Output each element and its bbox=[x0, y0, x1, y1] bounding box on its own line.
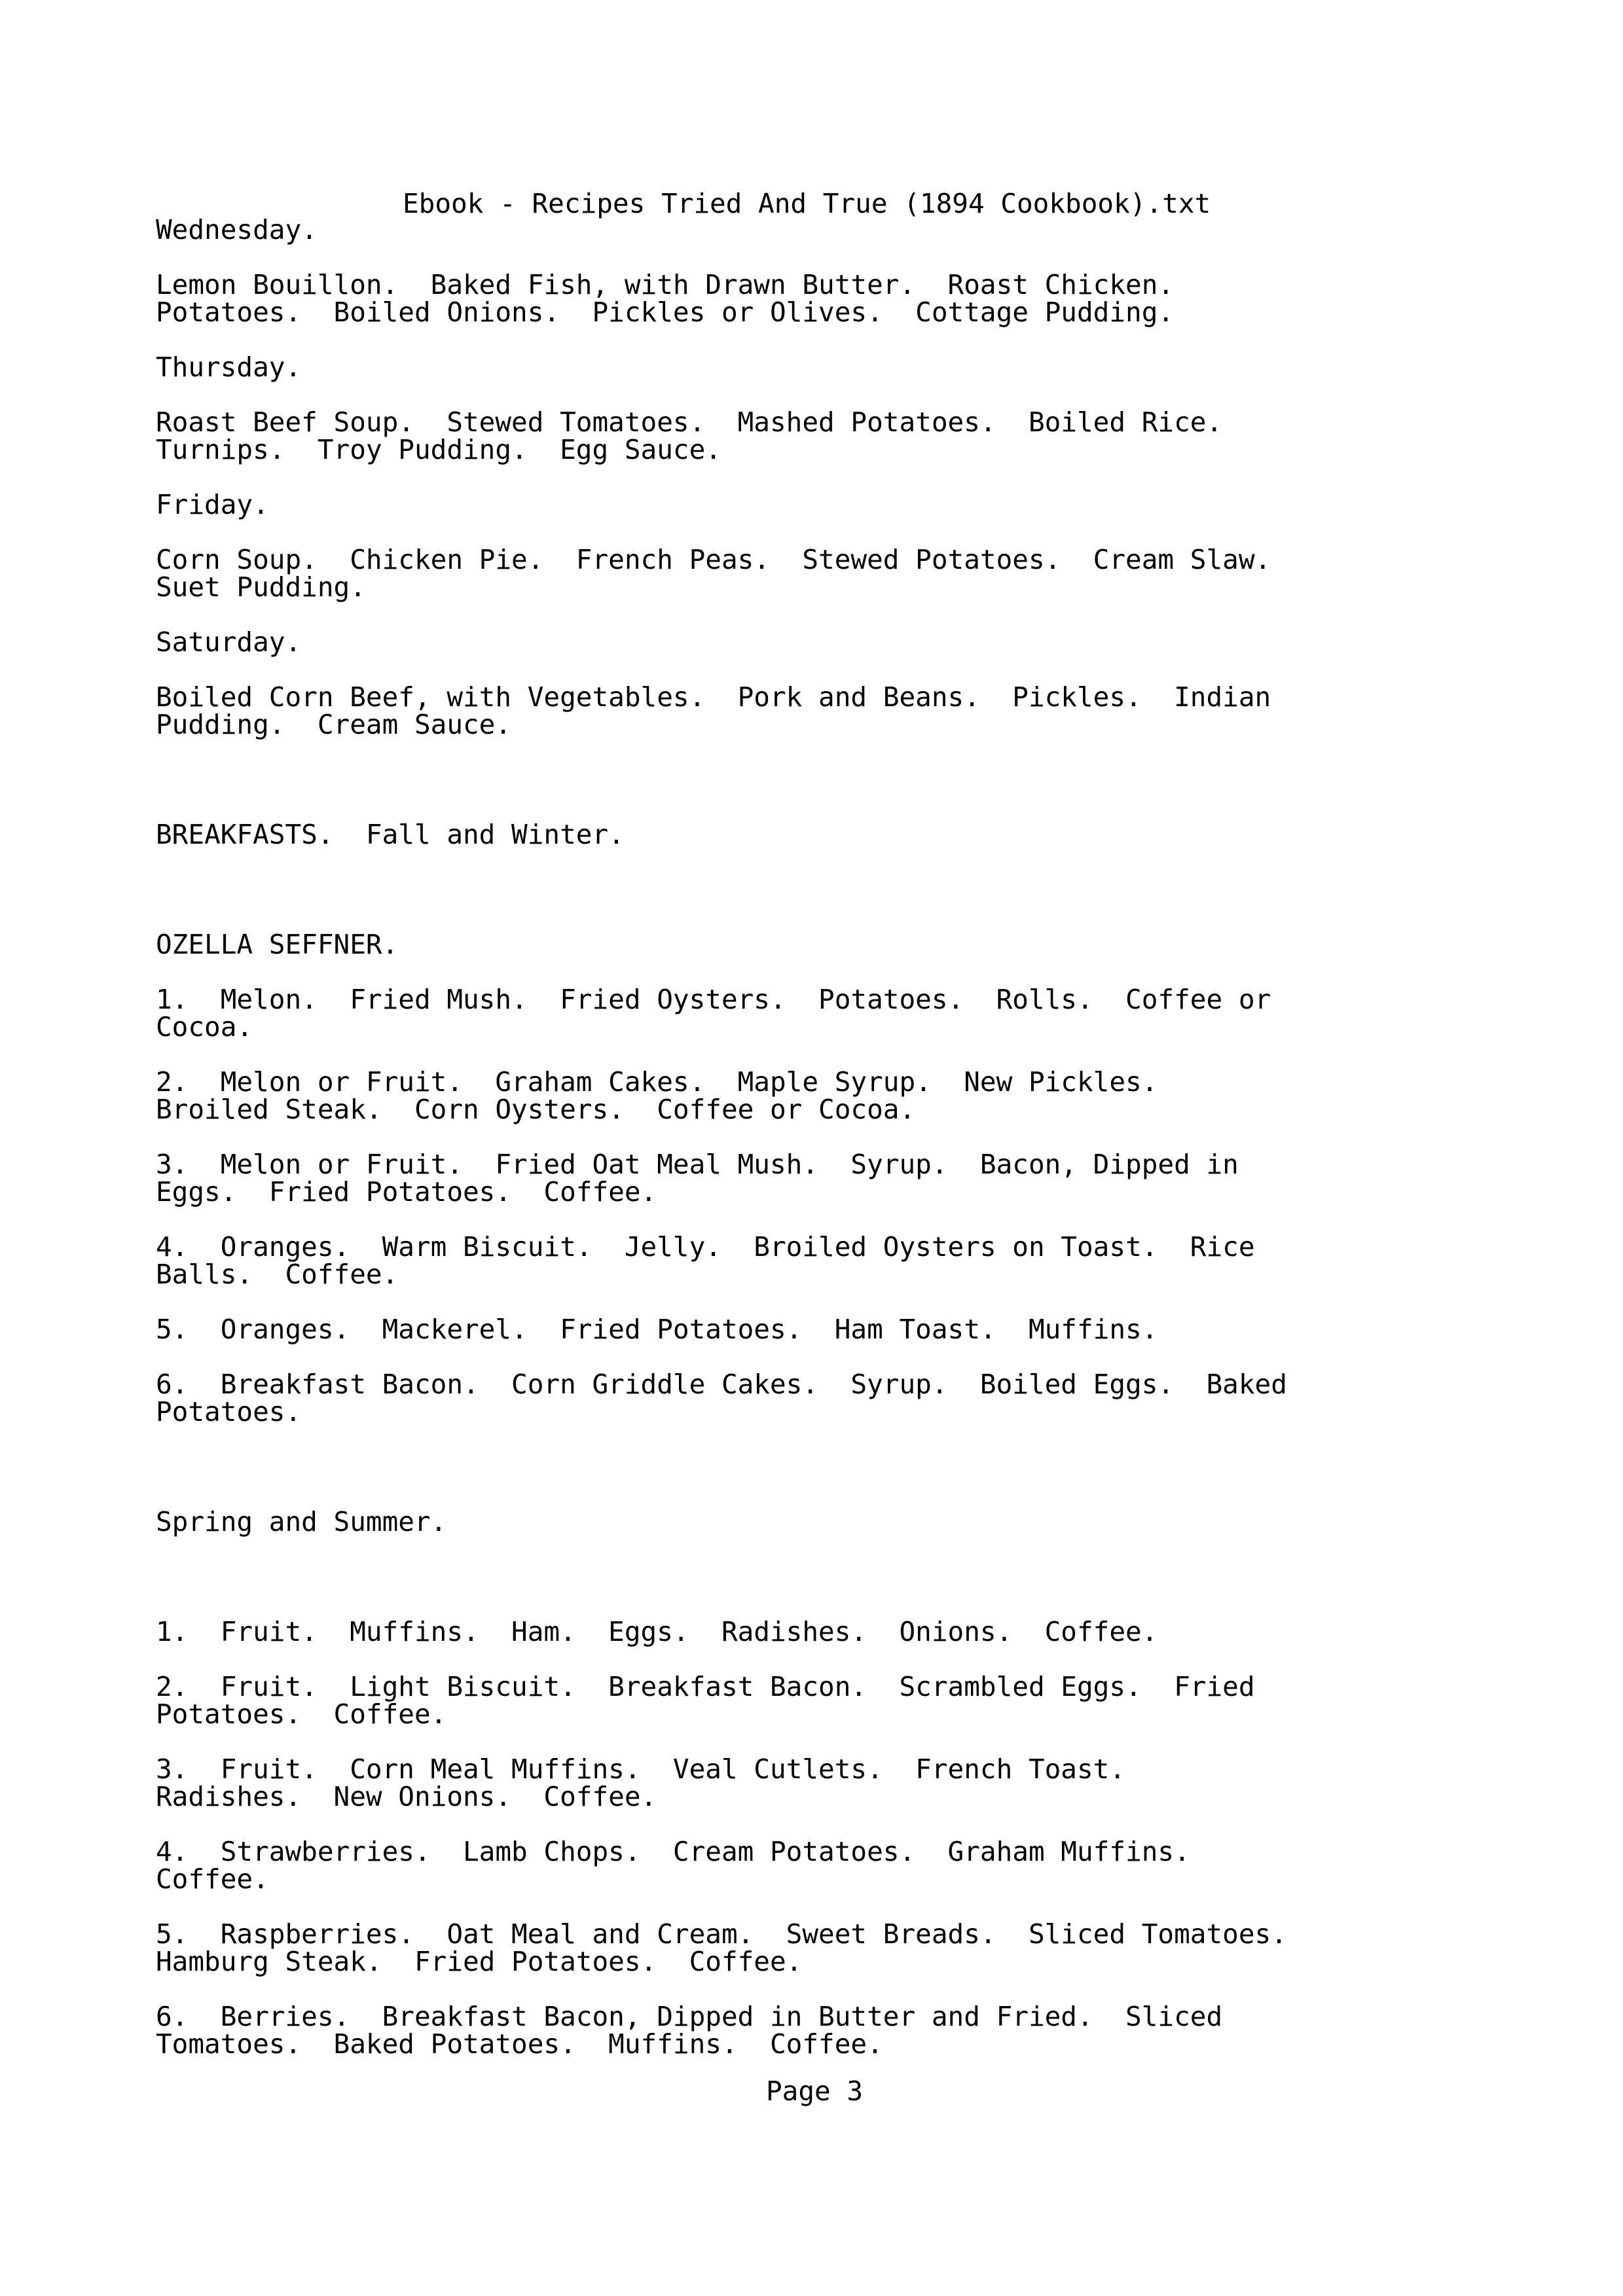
breakfast-item-1: 1. Melon. Fried Mush. Fried Oysters. Potatoes. Rolls. Coffee or bbox=[156, 984, 1271, 1015]
spring-item-5-cont: Hamburg Steak. Fried Potatoes. Coffee. bbox=[156, 1946, 803, 1977]
breakfast-item-4: 4. Oranges. Warm Biscuit. Jelly. Broiled Oysters on Toast. Rice bbox=[156, 1231, 1255, 1263]
breakfast-item-3: 3. Melon or Fruit. Fried Oat Meal Mush. Syrup. Bacon, Dipped in bbox=[156, 1149, 1239, 1180]
spring-item-6: 6. Berries. Breakfast Bacon, Dipped in Butter and Fried. Sliced bbox=[156, 2001, 1223, 2032]
section-heading-spring-summer: Spring and Summer. bbox=[156, 1506, 447, 1537]
day-heading-friday: Friday. bbox=[156, 489, 269, 520]
breakfast-item-3-cont: Eggs. Fried Potatoes. Coffee. bbox=[156, 1176, 657, 1208]
menu-line: Roast Beef Soup. Stewed Tomatoes. Mashed Potatoes. Boiled Rice. bbox=[156, 406, 1223, 438]
document-title: Ebook - Recipes Tried And True (1894 Cookbook).txt bbox=[403, 188, 1211, 219]
day-heading-wednesday: Wednesday. bbox=[156, 214, 318, 245]
page-number: Page 3 bbox=[766, 2075, 864, 2107]
breakfast-item-1-cont: Cocoa. bbox=[156, 1011, 253, 1043]
breakfast-item-6: 6. Breakfast Bacon. Corn Griddle Cakes. Syrup. Boiled Eggs. Baked bbox=[156, 1369, 1287, 1400]
menu-line: Pudding. Cream Sauce. bbox=[156, 709, 512, 740]
menu-line: Lemon Bouillon. Baked Fish, with Drawn Butter. Roast Chicken. bbox=[156, 269, 1175, 300]
breakfast-item-6-cont: Potatoes. bbox=[156, 1396, 302, 1427]
menu-line: Turnips. Troy Pudding. Egg Sauce. bbox=[156, 434, 721, 465]
spring-item-4: 4. Strawberries. Lamb Chops. Cream Potatoes. Graham Muffins. bbox=[156, 1836, 1190, 1867]
spring-item-5: 5. Raspberries. Oat Meal and Cream. Sweet Breads. Sliced Tomatoes. bbox=[156, 1918, 1287, 1950]
spring-item-3-cont: Radishes. New Onions. Coffee. bbox=[156, 1781, 657, 1812]
spring-item-6-cont: Tomatoes. Baked Potatoes. Muffins. Coffee. bbox=[156, 2028, 883, 2060]
menu-line: Suet Pudding. bbox=[156, 571, 366, 603]
spring-item-2-cont: Potatoes. Coffee. bbox=[156, 1698, 447, 1730]
breakfast-item-4-cont: Balls. Coffee. bbox=[156, 1259, 399, 1290]
menu-line: Potatoes. Boiled Onions. Pickles or Olives. Cottage Pudding. bbox=[156, 296, 1175, 328]
spring-item-1: 1. Fruit. Muffins. Ham. Eggs. Radishes. Onions. Coffee. bbox=[156, 1616, 1158, 1647]
author-name: OZELLA SEFFNER. bbox=[156, 929, 399, 960]
day-heading-thursday: Thursday. bbox=[156, 351, 302, 383]
breakfast-item-5: 5. Oranges. Mackerel. Fried Potatoes. Ham Toast. Muffins. bbox=[156, 1314, 1158, 1345]
day-heading-saturday: Saturday. bbox=[156, 626, 302, 658]
spring-item-3: 3. Fruit. Corn Meal Muffins. Veal Cutlets. French Toast. bbox=[156, 1753, 1126, 1785]
spring-item-2: 2. Fruit. Light Biscuit. Breakfast Bacon. Scrambled Eggs. Fried bbox=[156, 1671, 1255, 1702]
spring-item-4-cont: Coffee. bbox=[156, 1863, 269, 1895]
breakfast-item-2: 2. Melon or Fruit. Graham Cakes. Maple Syrup. New Pickles. bbox=[156, 1066, 1158, 1098]
breakfast-item-2-cont: Broiled Steak. Corn Oysters. Coffee or Cocoa. bbox=[156, 1094, 916, 1125]
menu-line: Boiled Corn Beef, with Vegetables. Pork and Beans. Pickles. Indian bbox=[156, 681, 1271, 713]
menu-line: Corn Soup. Chicken Pie. French Peas. Stewed Potatoes. Cream Slaw. bbox=[156, 544, 1271, 575]
section-heading-breakfasts: BREAKFASTS. Fall and Winter. bbox=[156, 819, 625, 850]
document-body bbox=[156, 216, 1531, 2058]
